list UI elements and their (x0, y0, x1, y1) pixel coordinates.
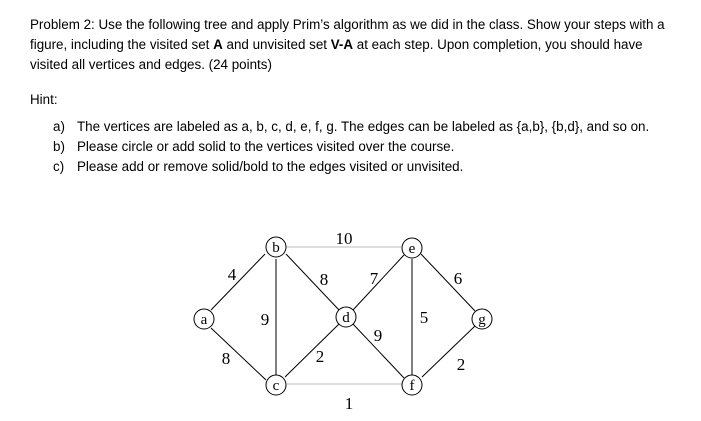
weight-f-g: 2 (456, 355, 466, 374)
edge-e-g (421, 254, 475, 311)
weight-c-f: 1 (344, 394, 354, 413)
edge-a-b (211, 254, 265, 310)
hint-marker-b: b) (53, 139, 65, 154)
weight-d-f: 9 (373, 326, 383, 345)
hint-marker-a: a) (53, 119, 65, 134)
weight-b-e: 10 (335, 229, 353, 248)
problem-lead: Problem 2: Use the following tree and apply Prim’s algorithm as we did in the class. Show your steps with a figure, including the visited set (30, 17, 665, 52)
vertex-b (266, 237, 286, 257)
vertex-a-label: a (200, 312, 208, 328)
weight-e-f: 5 (419, 308, 429, 327)
vertex-g-label: g (478, 312, 486, 328)
weight-a-b: 4 (227, 265, 237, 284)
problem-tail: at each step. Upon completion, you should have visited all vertices and edges. (24 points) (30, 37, 643, 72)
hint-text-c: Please add or remove solid/bold to the edges visited or unvisited. (77, 159, 464, 174)
weight-c-d: 2 (315, 347, 325, 366)
edge-c-d (285, 324, 339, 377)
hint-title: Hint: (30, 92, 58, 107)
weight-b-c: 9 (260, 310, 270, 329)
vertex-f (402, 375, 422, 395)
vertex-f-label: f (409, 378, 415, 394)
weight-d-e: 7 (369, 269, 379, 288)
vertex-d (336, 307, 356, 327)
problem-mid: and unvisited set (222, 37, 331, 52)
weight-a-c: 8 (221, 349, 231, 368)
vertex-c-label: c (272, 378, 280, 394)
hint-text-b: Please circle or add solid to the vertices visited over the course. (77, 139, 455, 154)
vertex-c (266, 375, 286, 395)
vertex-b-label: b (272, 240, 280, 256)
weight-b-d: 8 (319, 270, 329, 289)
vertex-d-label: d (342, 310, 350, 326)
set-va-label: V-A (330, 37, 354, 52)
edge-a-c (211, 328, 266, 380)
hint-text-a: The vertices are labeled as a, b, c, d, e, f, g. The edges can be labeled as {a,b}, {b,d}, and so on. (77, 119, 650, 134)
edge-d-e (353, 255, 404, 310)
edge-b-d (286, 254, 339, 310)
vertex-a (194, 309, 214, 329)
vertex-g (472, 309, 492, 329)
set-a-label: A (213, 37, 223, 52)
edge-f-g (422, 326, 475, 377)
hint-marker-c: c) (53, 159, 65, 174)
weight-e-g: 6 (453, 269, 463, 288)
vertex-e (402, 238, 422, 258)
vertex-e-label: e (408, 241, 416, 257)
